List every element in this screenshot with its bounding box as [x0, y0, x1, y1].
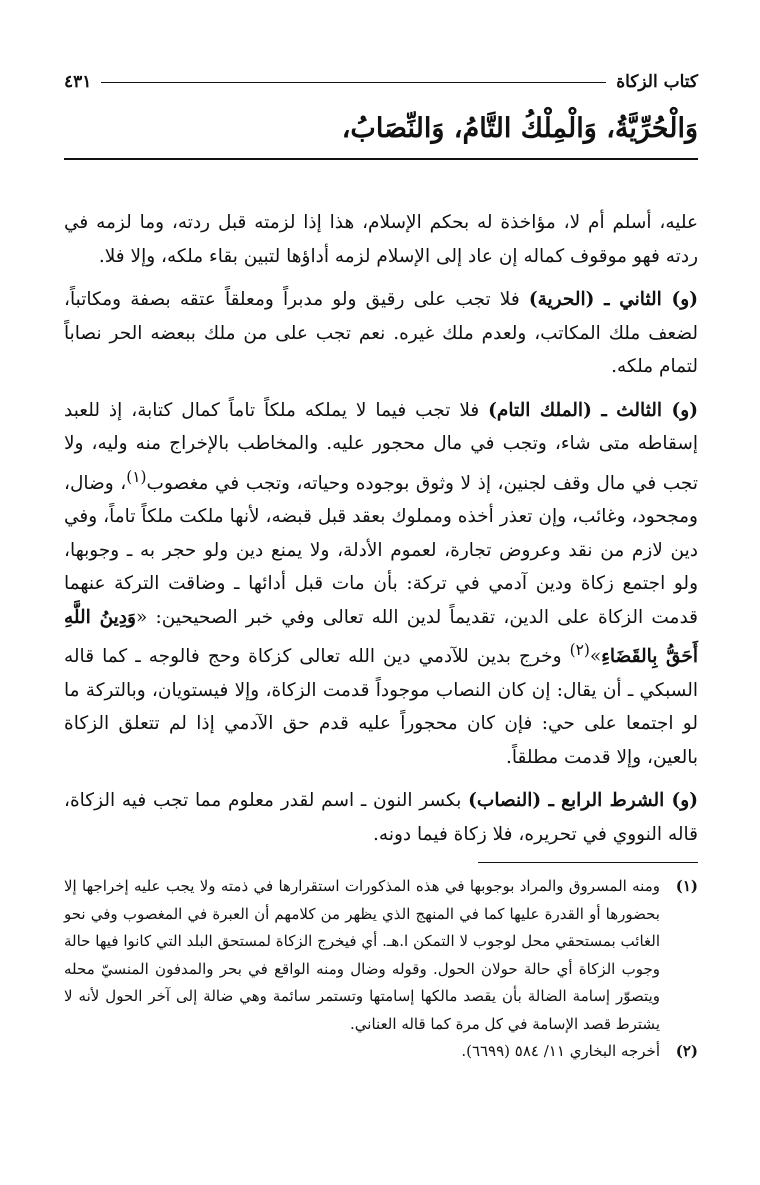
page-number: ٤٣١	[64, 72, 92, 92]
paragraph-3-heading: (و) الثالث ـ (الملك التام)	[488, 399, 698, 421]
paragraph-1: عليه، أسلم أم لا، مؤاخذة له بحكم الإسلام، هذا إذا لزمته قبل ردته، وما لزمه في ردته فهو موقوف كماله إن عاد إلى الإسلام لزمه أداؤها لتبين بقاء ملكه، وإلا فلا.	[64, 212, 698, 267]
paragraph-4-text: بكسر النون ـ اسم لقدر معلوم مما تجب فيه الزكاة، قاله النووي في تحريره، فلا زكاة فيما دونه.	[64, 790, 698, 845]
matn-divider	[64, 158, 698, 160]
paragraph-2-heading: (و) الثاني ـ (الحرية)	[528, 289, 698, 310]
paragraph-2	[64, 283, 698, 384]
paragraph-3-text-c: »	[589, 646, 602, 668]
chapter-title: كتاب الزكاة	[616, 72, 698, 92]
paragraph-4	[64, 784, 698, 851]
hadith-quote: وَدِينُ اللَّهِ أَحَقُّ بِالقَضَاءِ	[64, 606, 698, 668]
commentary-body	[64, 206, 698, 861]
footnote-ref-1[interactable]: (١)	[126, 467, 147, 486]
footnote-text: ومنه المسروق والمراد بوجوبها في هذه المذكورات استقرارها في ذمته ولا يجب عليه إخراجها إلا بحضورها أو القدرة عليها كما في المنهج الذي يظهر من كلامهم أن العبرة في المغصوب وفي نحو الغائب بمستحقي محل لوجوب لا التمكن ا.هـ. أي فيخرج الزكاة لمستحق البلد التي كانوا فيها حالة وجوب الزكاة أي حالة حولان الحول. وقوله وضال ومنه الواقع في بحر والمدفون المنسيّ محله ويتصوّر إسامة الضالة بأن يقصد مالكها إسامتها وتستمر سائمة وهي ضالة إلى آخر الحول لأنه لا يشترط قصد الإسامة في كل مرة كما قاله العناني.	[64, 877, 660, 1033]
footnote-number: (٢)	[675, 1042, 698, 1060]
paragraph-3-text-d: وخرج بدين للآدمي دين الله تعالى كزكاة وحج فالوجه ـ كما قاله السبكي ـ أن يقال: إن كان النصاب موجوداً قدمت الزكاة، وإلا فيستويان، وبالتركة ما لو اجتمعا على حي: فإن كان محجوراً عليه قدم حق الآدمي إذا لم تتعلق الزكاة بالعين، وإلا قدمت مطلقاً.	[64, 646, 698, 768]
paragraph-2-text: فلا تجب على رقيق ولو مدبراً ومعلقاً عتقه بصفة ومكاتباً، لضعف ملك المكاتب، ولعدم ملك غيره. نعم تجب على من ملك ببعضه الحر نصاباً لتمام ملكه.	[64, 289, 698, 377]
footnote-1	[64, 873, 698, 1038]
footnote-number: (١)	[675, 877, 698, 895]
footnote-2	[64, 1038, 698, 1066]
header-rule	[101, 82, 606, 83]
paragraph-3-text-b: ، وضال، ومجحود، وغائب، وإن تعذر أخذه ومملوك بعقد قبل قبضه، لأنها ملكت ملكاً تاماً، وفي دين لازم من نقد وعروض تجارة، لعموم الأدلة، ولا يمنع دين ولو حجر به ـ وجوبها، ولو اجتمع زكاة ودين آدمي في تركة: بأن مات قبل أدائها ـ وضاقت التركة عنهما قدمت الزكاة على الدين، تقديماً لدين الله تعالى وفي خبر الصحيحين: «	[64, 472, 698, 628]
footnote-text: أخرجه البخاري ١١/ ٥٨٤ (٦٦٩٩).	[461, 1042, 660, 1060]
paragraph-4-heading: (و) الشرط الرابع ـ (النصاب)	[468, 790, 698, 812]
footnote-divider	[478, 862, 698, 863]
paragraph-3-text-a: فلا تجب فيما لا يملكه ملكاً تاماً كمال كتابة، إذ للعبد إسقاطه متى شاء، وتجب في مال محجور عليه. والمخاطب بالإخراج منه وليه، ولا تجب في مال وقف لجنين، إذ لا وثوق بوجوده وحياته، وتجب في مغصوب	[64, 399, 698, 494]
paragraph-3	[64, 394, 698, 775]
footnote-ref-2[interactable]: (٢)	[569, 641, 590, 660]
running-header	[64, 72, 698, 92]
matn-text: وَالْحُرِّيَّةُ، وَالْمِلْكُ التَّامُ، وَالنِّصَابُ،	[341, 113, 698, 144]
footnotes	[64, 873, 698, 1066]
